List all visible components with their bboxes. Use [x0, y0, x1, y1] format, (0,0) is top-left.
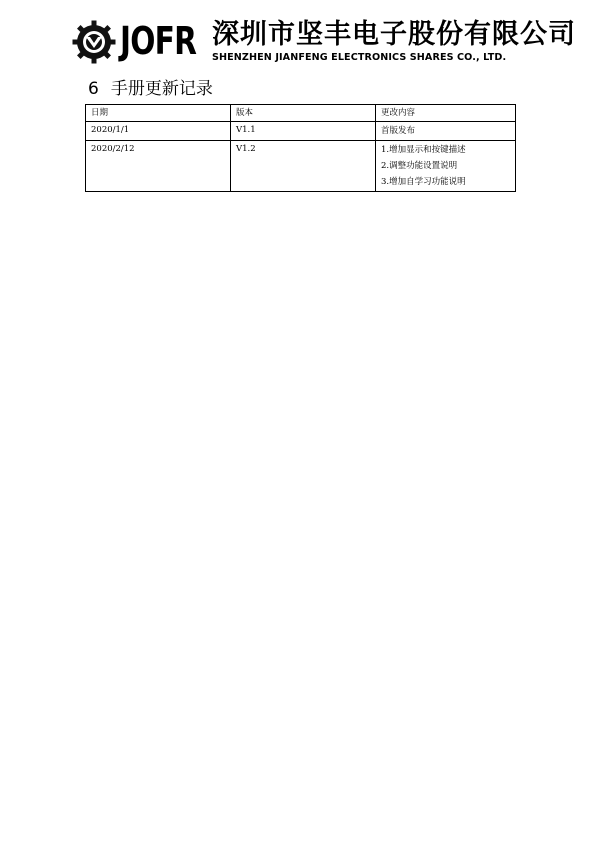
cell-changes: [376, 122, 516, 141]
company-name-english: SHENZHEN JIANFENG ELECTRONICS SHARES CO., LTD.: [212, 52, 507, 63]
change-line: 2.调整功能设置说明: [381, 161, 458, 171]
logo-wordmark: JOFR: [120, 19, 197, 63]
page-header: [72, 18, 576, 68]
cell-date: 2020/2/12: [86, 141, 231, 192]
cell-changes: [376, 141, 516, 192]
change-line: 1.增加显示和按键描述: [381, 145, 466, 155]
table-row: [86, 122, 516, 141]
revision-history-table: [85, 104, 516, 192]
header-date: 日期: [86, 105, 231, 122]
company-name-chinese: 深圳市坚丰电子股份有限公司: [212, 19, 576, 50]
cell-date: 2020/1/1: [86, 122, 231, 141]
header-changes: 更改内容: [376, 105, 516, 122]
change-line: 3.增加自学习功能说明: [381, 177, 466, 187]
table-row: [86, 141, 516, 192]
table-header-row: [86, 105, 516, 122]
gear-logo-icon: [72, 20, 116, 64]
change-line: 首版发布: [381, 126, 416, 136]
header-version: 版本: [231, 105, 376, 122]
cell-version: V1.1: [231, 122, 376, 141]
section-number: 6: [88, 79, 99, 99]
cell-version: V1.2: [231, 141, 376, 192]
section-heading: [88, 78, 213, 100]
section-title-text: 手册更新记录: [110, 79, 213, 99]
